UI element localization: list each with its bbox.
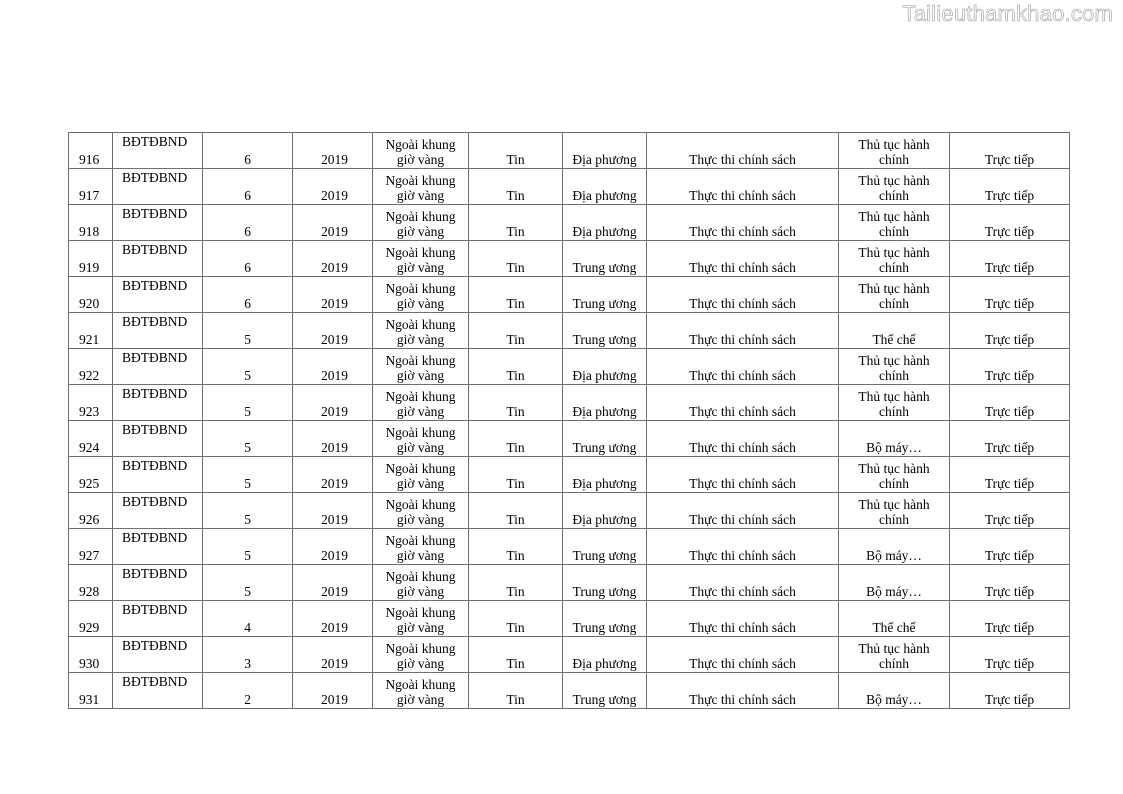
cell-field xyxy=(839,529,950,565)
cell-time xyxy=(373,493,469,529)
cell-topic: Thực thi chính sách xyxy=(647,421,839,457)
cell-genre: Tin xyxy=(469,205,563,241)
cell-time-line-2: giờ vàng xyxy=(396,440,445,455)
cell-topic: Thực thi chính sách xyxy=(647,493,839,529)
cell-time-line-2: giờ vàng xyxy=(396,368,445,383)
cell-stt: 918 xyxy=(69,205,113,241)
cell-field xyxy=(839,205,950,241)
cell-level: Địa phương xyxy=(563,457,647,493)
cell-time xyxy=(373,673,469,709)
cell-time xyxy=(373,313,469,349)
cell-time-line-1: Ngoài khung xyxy=(385,209,456,224)
cell-month: 6 xyxy=(203,133,293,169)
cell-stt: 920 xyxy=(69,277,113,313)
cell-month: 5 xyxy=(203,529,293,565)
cell-time-line-2: giờ vàng xyxy=(396,332,445,347)
cell-time-line-1: Ngoài khung xyxy=(385,677,456,692)
cell-year: 2019 xyxy=(293,385,373,421)
cell-time-line-1: Ngoài khung xyxy=(385,281,456,296)
cell-genre: Tin xyxy=(469,493,563,529)
cell-level: Trung ương xyxy=(563,565,647,601)
table-row xyxy=(69,349,1070,385)
cell-stt: 916 xyxy=(69,133,113,169)
cell-month: 5 xyxy=(203,421,293,457)
cell-time xyxy=(373,385,469,421)
cell-field-line-1: Thủ tục hành xyxy=(858,353,930,368)
cell-field-line-1: Thủ tục hành xyxy=(858,281,930,296)
cell-field-line-2: Bộ máy… xyxy=(866,584,922,599)
cell-time-line-1: Ngoài khung xyxy=(385,461,456,476)
cell-stt: 930 xyxy=(69,637,113,673)
cell-level: Trung ương xyxy=(563,673,647,709)
cell-level: Địa phương xyxy=(563,133,647,169)
cell-genre: Tin xyxy=(469,133,563,169)
cell-topic: Thực thi chính sách xyxy=(647,673,839,709)
cell-year: 2019 xyxy=(293,457,373,493)
cell-time-line-1: Ngoài khung xyxy=(385,425,456,440)
cell-source: BĐTĐBND xyxy=(113,565,203,601)
cell-time-line-2: giờ vàng xyxy=(396,620,445,635)
cell-form: Trực tiếp xyxy=(950,529,1070,565)
cell-topic: Thực thi chính sách xyxy=(647,169,839,205)
cell-month: 5 xyxy=(203,457,293,493)
cell-form: Trực tiếp xyxy=(950,385,1070,421)
cell-time-line-2: giờ vàng xyxy=(396,296,445,311)
cell-level: Trung ương xyxy=(563,421,647,457)
cell-time-line-1: Ngoài khung xyxy=(385,605,456,620)
table-row xyxy=(69,673,1070,709)
cell-genre: Tin xyxy=(469,277,563,313)
cell-field-line-2: chính xyxy=(879,476,909,491)
cell-topic: Thực thi chính sách xyxy=(647,241,839,277)
cell-time xyxy=(373,241,469,277)
cell-genre: Tin xyxy=(469,349,563,385)
cell-field xyxy=(839,277,950,313)
cell-source: BĐTĐBND xyxy=(113,349,203,385)
cell-genre: Tin xyxy=(469,241,563,277)
cell-field xyxy=(839,673,950,709)
table-row xyxy=(69,169,1070,205)
cell-time-line-2: giờ vàng xyxy=(396,260,445,275)
cell-level: Trung ương xyxy=(563,529,647,565)
cell-month: 6 xyxy=(203,169,293,205)
cell-time-line-2: giờ vàng xyxy=(396,152,445,167)
cell-field xyxy=(839,133,950,169)
cell-field-line-2: chính xyxy=(879,188,909,203)
cell-genre: Tin xyxy=(469,169,563,205)
cell-genre: Tin xyxy=(469,385,563,421)
cell-source: BĐTĐBND xyxy=(113,133,203,169)
cell-stt: 925 xyxy=(69,457,113,493)
cell-field-line-2: chính xyxy=(879,152,909,167)
cell-time-line-2: giờ vàng xyxy=(396,512,445,527)
cell-source: BĐTĐBND xyxy=(113,637,203,673)
cell-year: 2019 xyxy=(293,673,373,709)
cell-topic: Thực thi chính sách xyxy=(647,529,839,565)
cell-form: Trực tiếp xyxy=(950,421,1070,457)
cell-field-line-2: chính xyxy=(879,512,909,527)
cell-level: Địa phương xyxy=(563,637,647,673)
cell-level: Địa phương xyxy=(563,493,647,529)
cell-month: 5 xyxy=(203,493,293,529)
cell-topic: Thực thi chính sách xyxy=(647,205,839,241)
table-row xyxy=(69,133,1070,169)
cell-stt: 921 xyxy=(69,313,113,349)
cell-form: Trực tiếp xyxy=(950,457,1070,493)
cell-time xyxy=(373,421,469,457)
cell-source: BĐTĐBND xyxy=(113,313,203,349)
cell-year: 2019 xyxy=(293,565,373,601)
cell-field-line-2: chính xyxy=(879,296,909,311)
cell-field xyxy=(839,385,950,421)
cell-time xyxy=(373,529,469,565)
cell-field xyxy=(839,601,950,637)
cell-field xyxy=(839,241,950,277)
cell-field-line-1: Thủ tục hành xyxy=(858,389,930,404)
table-row xyxy=(69,421,1070,457)
cell-time-line-1: Ngoài khung xyxy=(385,317,456,332)
cell-time-line-2: giờ vàng xyxy=(396,188,445,203)
cell-field-line-2: chính xyxy=(879,224,909,239)
cell-field xyxy=(839,457,950,493)
table-row xyxy=(69,241,1070,277)
cell-level: Địa phương xyxy=(563,205,647,241)
cell-month: 5 xyxy=(203,565,293,601)
cell-time-line-1: Ngoài khung xyxy=(385,641,456,656)
cell-form: Trực tiếp xyxy=(950,493,1070,529)
cell-level: Trung ương xyxy=(563,601,647,637)
cell-time-line-2: giờ vàng xyxy=(396,224,445,239)
cell-stt: 926 xyxy=(69,493,113,529)
cell-source: BĐTĐBND xyxy=(113,601,203,637)
cell-time xyxy=(373,277,469,313)
cell-time xyxy=(373,601,469,637)
cell-form: Trực tiếp xyxy=(950,601,1070,637)
cell-time-line-1: Ngoài khung xyxy=(385,245,456,260)
cell-stt: 919 xyxy=(69,241,113,277)
cell-source: BĐTĐBND xyxy=(113,529,203,565)
cell-month: 5 xyxy=(203,349,293,385)
cell-time-line-1: Ngoài khung xyxy=(385,497,456,512)
cell-year: 2019 xyxy=(293,601,373,637)
cell-form: Trực tiếp xyxy=(950,241,1070,277)
cell-year: 2019 xyxy=(293,241,373,277)
table-row xyxy=(69,205,1070,241)
cell-stt: 917 xyxy=(69,169,113,205)
cell-time-line-2: giờ vàng xyxy=(396,476,445,491)
cell-form: Trực tiếp xyxy=(950,169,1070,205)
cell-field-line-2: Bộ máy… xyxy=(866,548,922,563)
cell-year: 2019 xyxy=(293,637,373,673)
cell-level: Địa phương xyxy=(563,169,647,205)
cell-time xyxy=(373,637,469,673)
cell-source: BĐTĐBND xyxy=(113,277,203,313)
cell-field-line-2: Bộ máy… xyxy=(866,440,922,455)
table-row xyxy=(69,565,1070,601)
cell-stt: 927 xyxy=(69,529,113,565)
cell-level: Trung ương xyxy=(563,241,647,277)
table-row xyxy=(69,457,1070,493)
cell-source: BĐTĐBND xyxy=(113,673,203,709)
table-body xyxy=(69,133,1070,709)
table-row xyxy=(69,493,1070,529)
cell-field-line-1: Thủ tục hành xyxy=(858,497,930,512)
cell-genre: Tin xyxy=(469,637,563,673)
cell-stt: 928 xyxy=(69,565,113,601)
cell-time-line-2: giờ vàng xyxy=(396,656,445,671)
cell-form: Trực tiếp xyxy=(950,205,1070,241)
cell-level: Địa phương xyxy=(563,385,647,421)
cell-field-line-1: Thủ tục hành xyxy=(858,137,930,152)
cell-genre: Tin xyxy=(469,457,563,493)
cell-time-line-1: Ngoài khung xyxy=(385,389,456,404)
cell-form: Trực tiếp xyxy=(950,133,1070,169)
cell-field-line-2: chính xyxy=(879,368,909,383)
cell-year: 2019 xyxy=(293,493,373,529)
cell-month: 2 xyxy=(203,673,293,709)
cell-time-line-1: Ngoài khung xyxy=(385,173,456,188)
cell-time-line-2: giờ vàng xyxy=(396,584,445,599)
cell-month: 4 xyxy=(203,601,293,637)
cell-month: 6 xyxy=(203,241,293,277)
cell-genre: Tin xyxy=(469,313,563,349)
cell-field-line-1: Thủ tục hành xyxy=(858,641,930,656)
cell-month: 3 xyxy=(203,637,293,673)
cell-year: 2019 xyxy=(293,277,373,313)
cell-time xyxy=(373,169,469,205)
cell-field-line-1: Thủ tục hành xyxy=(858,461,930,476)
cell-year: 2019 xyxy=(293,205,373,241)
cell-year: 2019 xyxy=(293,169,373,205)
cell-time xyxy=(373,457,469,493)
cell-field-line-1: Thủ tục hành xyxy=(858,245,930,260)
cell-year: 2019 xyxy=(293,133,373,169)
cell-field-line-2: Thể chế xyxy=(872,332,916,347)
cell-time-line-1: Ngoài khung xyxy=(385,533,456,548)
cell-level: Địa phương xyxy=(563,349,647,385)
cell-time-line-2: giờ vàng xyxy=(396,548,445,563)
cell-topic: Thực thi chính sách xyxy=(647,601,839,637)
cell-genre: Tin xyxy=(469,673,563,709)
cell-source: BĐTĐBND xyxy=(113,385,203,421)
cell-time xyxy=(373,349,469,385)
cell-topic: Thực thi chính sách xyxy=(647,277,839,313)
cell-form: Trực tiếp xyxy=(950,673,1070,709)
cell-field-line-2: chính xyxy=(879,404,909,419)
cell-genre: Tin xyxy=(469,421,563,457)
table-row xyxy=(69,385,1070,421)
cell-month: 5 xyxy=(203,385,293,421)
cell-stt: 924 xyxy=(69,421,113,457)
cell-form: Trực tiếp xyxy=(950,565,1070,601)
cell-year: 2019 xyxy=(293,349,373,385)
cell-time xyxy=(373,205,469,241)
cell-month: 6 xyxy=(203,277,293,313)
cell-field-line-2: chính xyxy=(879,656,909,671)
cell-genre: Tin xyxy=(469,529,563,565)
cell-month: 5 xyxy=(203,313,293,349)
cell-genre: Tin xyxy=(469,565,563,601)
table-row xyxy=(69,313,1070,349)
table-row xyxy=(69,277,1070,313)
cell-time-line-2: giờ vàng xyxy=(396,404,445,419)
cell-form: Trực tiếp xyxy=(950,349,1070,385)
cell-form: Trực tiếp xyxy=(950,277,1070,313)
cell-source: BĐTĐBND xyxy=(113,241,203,277)
cell-level: Trung ương xyxy=(563,313,647,349)
cell-topic: Thực thi chính sách xyxy=(647,349,839,385)
cell-field xyxy=(839,565,950,601)
cell-time-line-1: Ngoài khung xyxy=(385,137,456,152)
cell-time-line-2: giờ vàng xyxy=(396,692,445,707)
cell-topic: Thực thi chính sách xyxy=(647,385,839,421)
cell-field-line-2: Thể chế xyxy=(872,620,916,635)
cell-field xyxy=(839,313,950,349)
table-row xyxy=(69,637,1070,673)
cell-topic: Thực thi chính sách xyxy=(647,133,839,169)
data-table xyxy=(68,132,1070,709)
cell-field-line-2: chính xyxy=(879,260,909,275)
cell-field-line-2: Bộ máy… xyxy=(866,692,922,707)
cell-field xyxy=(839,637,950,673)
table-row xyxy=(69,601,1070,637)
cell-source: BĐTĐBND xyxy=(113,493,203,529)
cell-genre: Tin xyxy=(469,601,563,637)
cell-time xyxy=(373,133,469,169)
cell-time-line-1: Ngoài khung xyxy=(385,353,456,368)
cell-month: 6 xyxy=(203,205,293,241)
cell-field xyxy=(839,493,950,529)
cell-stt: 931 xyxy=(69,673,113,709)
cell-year: 2019 xyxy=(293,313,373,349)
cell-form: Trực tiếp xyxy=(950,637,1070,673)
cell-source: BĐTĐBND xyxy=(113,169,203,205)
cell-stt: 922 xyxy=(69,349,113,385)
cell-stt: 929 xyxy=(69,601,113,637)
cell-topic: Thực thi chính sách xyxy=(647,313,839,349)
table-row xyxy=(69,529,1070,565)
cell-year: 2019 xyxy=(293,529,373,565)
cell-field-line-1: Thủ tục hành xyxy=(858,173,930,188)
cell-source: BĐTĐBND xyxy=(113,205,203,241)
cell-topic: Thực thi chính sách xyxy=(647,457,839,493)
cell-source: BĐTĐBND xyxy=(113,421,203,457)
cell-stt: 923 xyxy=(69,385,113,421)
cell-field-line-1: Thủ tục hành xyxy=(858,209,930,224)
cell-topic: Thực thi chính sách xyxy=(647,565,839,601)
cell-form: Trực tiếp xyxy=(950,313,1070,349)
cell-field xyxy=(839,169,950,205)
cell-time xyxy=(373,565,469,601)
watermark-text: Tailieuthamkhao.com xyxy=(902,1,1113,26)
cell-field xyxy=(839,349,950,385)
cell-time-line-1: Ngoài khung xyxy=(385,569,456,584)
cell-topic: Thực thi chính sách xyxy=(647,637,839,673)
cell-field xyxy=(839,421,950,457)
cell-year: 2019 xyxy=(293,421,373,457)
cell-source: BĐTĐBND xyxy=(113,457,203,493)
cell-level: Trung ương xyxy=(563,277,647,313)
